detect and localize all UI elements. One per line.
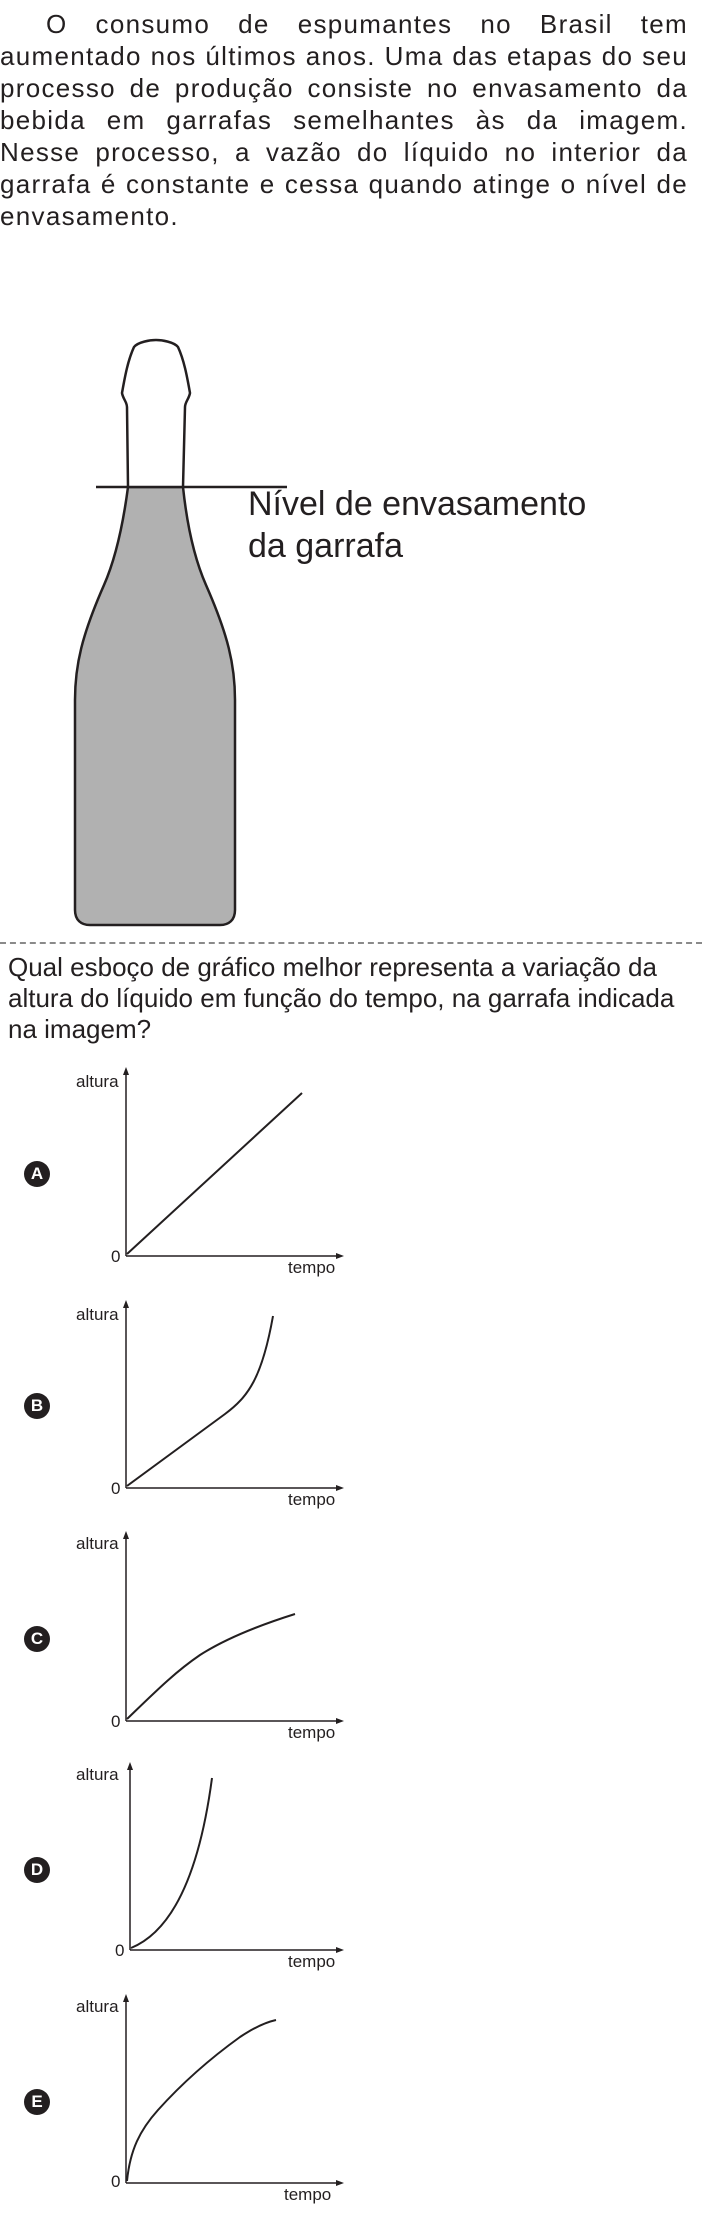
bottle-neck	[122, 340, 190, 487]
x-axis-label: tempo	[288, 1258, 336, 1277]
bottle-label-line2: da garrafa	[248, 527, 403, 565]
curve-d	[131, 1778, 212, 1948]
graph-e	[0, 1990, 702, 2220]
option-letter-c: C	[24, 1626, 50, 1652]
bottle-illustration	[0, 320, 702, 940]
x-axis-label: tempo	[284, 2185, 332, 2204]
curve-c	[127, 1614, 295, 1719]
y-axis-label: altura	[76, 1305, 119, 1324]
y-axis-label: altura	[76, 1765, 119, 1784]
curve-e	[127, 2020, 276, 2181]
graph-c	[0, 1527, 702, 1757]
origin-label: 0	[111, 1479, 121, 1498]
graph-d	[0, 1758, 702, 1988]
question-text: Qual esboço de gráfico melhor representa a variação da altura do líquido em função do tempo, na garrafa indicada na imagem?	[8, 952, 675, 1044]
y-axis-label: altura	[76, 1534, 119, 1553]
option-letter-d: D	[24, 1857, 50, 1883]
dashed-divider	[0, 942, 702, 944]
origin-label: 0	[111, 2172, 121, 2191]
option-letter-e: E	[24, 2089, 50, 2115]
option-letter-b: B	[24, 1393, 50, 1419]
option-d[interactable]	[0, 1758, 702, 1988]
x-axis-label: tempo	[288, 1490, 336, 1509]
origin-label: 0	[111, 1247, 121, 1266]
option-a[interactable]	[0, 1063, 702, 1293]
option-c[interactable]	[0, 1527, 702, 1757]
curve-b	[127, 1316, 273, 1486]
option-e[interactable]	[0, 1990, 702, 2220]
curve-a	[127, 1093, 302, 1254]
bottle-label-line1: Nível de envasamento	[248, 485, 587, 523]
x-axis-label: tempo	[288, 1952, 336, 1971]
graph-b	[0, 1296, 702, 1526]
option-b[interactable]	[0, 1296, 702, 1526]
bottle-liquid	[75, 487, 235, 925]
y-axis-label: altura	[76, 1997, 119, 2016]
origin-label: 0	[111, 1712, 121, 1731]
intro-paragraph: O consumo de espumantes no Brasil tem aumentado nos últimos anos. Uma das etapas do seu processo de produção consiste no envasamento da bebida em garrafas semelhantes às da imagem. Nesse processo, a vazão do líquido no interior da garrafa é constante e cessa quando atinge o nível de envasamento.	[0, 9, 688, 231]
graph-a	[0, 1063, 702, 1293]
option-letter-a: A	[24, 1161, 50, 1187]
y-axis-label: altura	[76, 1072, 119, 1091]
origin-label: 0	[115, 1941, 125, 1960]
x-axis-label: tempo	[288, 1723, 336, 1742]
